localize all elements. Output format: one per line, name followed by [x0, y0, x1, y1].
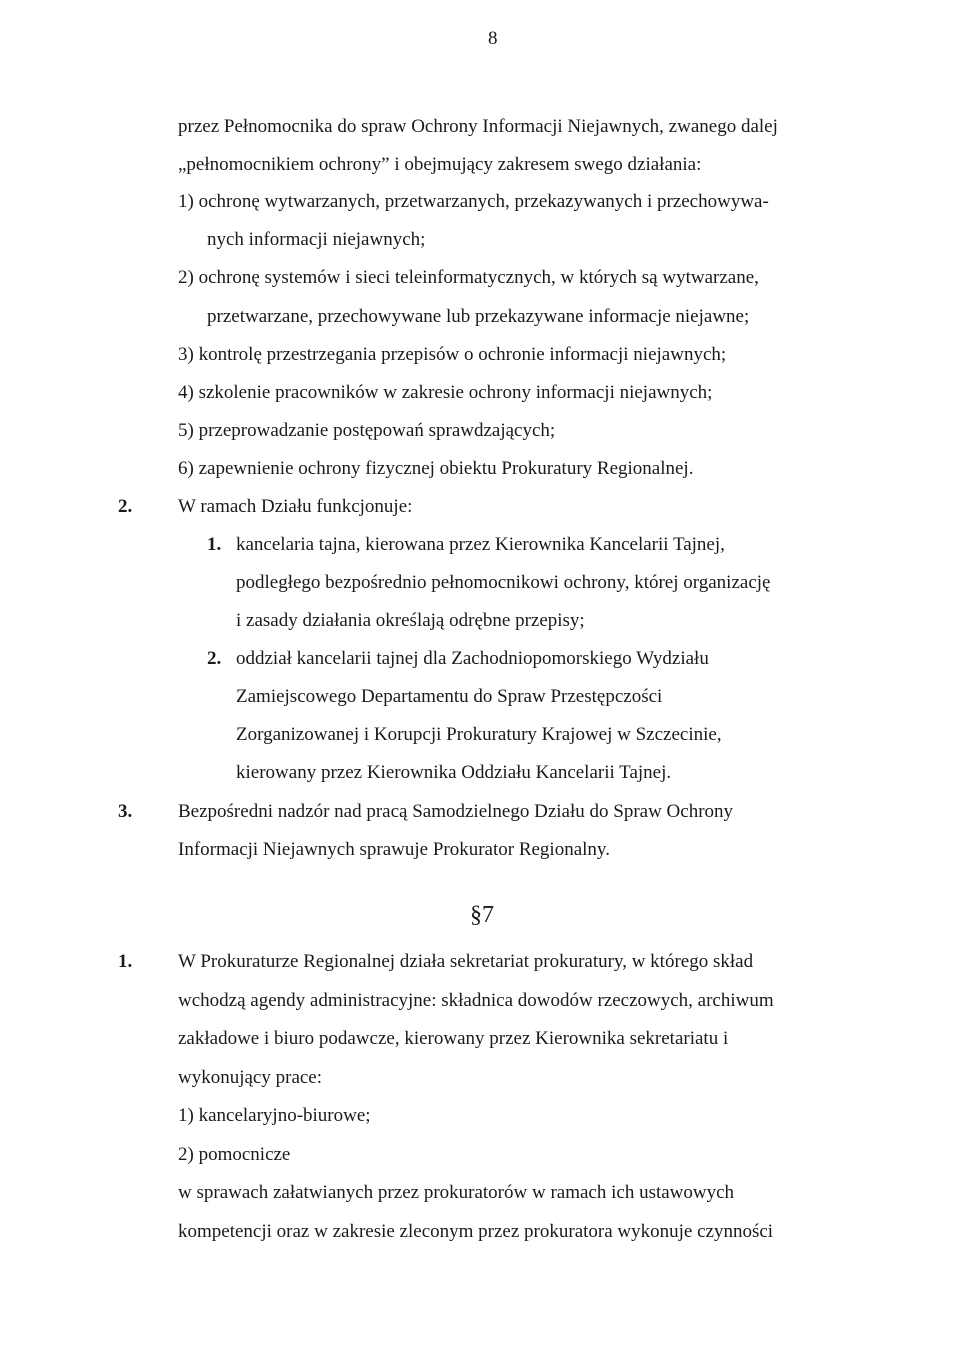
task-1-continued: nych informacji niejawnych;: [207, 229, 426, 250]
point-2-sub-1-line-2: podległego bezpośrednio pełnomocnikowi ochrony, której organizację: [236, 572, 771, 593]
task-4-number: 4): [178, 382, 194, 403]
point-2-sub-1-number: 1.: [207, 534, 222, 555]
s7-point-1-line-1: W Prokuraturze Regionalnej działa sekretariat prokuratury, w którego skład: [178, 951, 754, 972]
s7-item-1-text: kancelaryjno-biurowe;: [198, 1105, 371, 1126]
s7-item-2-text: pomocnicze: [198, 1144, 291, 1165]
point-3-number: 3.: [118, 801, 133, 822]
task-5-number: 5): [178, 420, 194, 441]
task-2-text: ochronę systemów i sieci teleinformatycznych, w których są wytwarzane,: [198, 267, 759, 288]
s7-item-1-number: 1): [178, 1105, 194, 1126]
task-4: [178, 381, 712, 405]
section-heading: §7: [470, 902, 494, 928]
point-2-text: W ramach Działu funkcjonuje:: [178, 496, 413, 517]
point-3-line-2: Informacji Niejawnych sprawuje Prokurator Regionalny.: [178, 839, 610, 860]
s7-point-1-line-5: w sprawach załatwianych przez prokuratorów w ramach ich ustawowych: [178, 1182, 735, 1203]
task-2-number: 2): [178, 267, 194, 288]
task-3-number: 3): [178, 344, 194, 365]
s7-item-2-number: 2): [178, 1144, 194, 1165]
point-3-line-1: Bezpośredni nadzór nad pracą Samodzielnego Działu do Spraw Ochrony: [178, 801, 734, 822]
point-2-sub-2-line-4: kierowany przez Kierownika Oddziału Kancelarii Tajnej.: [236, 762, 672, 783]
task-5-text: przeprowadzanie postępowań sprawdzających;: [198, 420, 556, 441]
s7-item-2: [178, 1143, 290, 1167]
point-2-sub-2-line-1: oddział kancelarii tajnej dla Zachodniopomorskiego Wydziału: [236, 648, 709, 669]
s7-point-1-line-3: zakładowe i biuro podawcze, kierowany przez Kierownika sekretariatu i: [178, 1028, 729, 1049]
task-2-continued: przetwarzane, przechowywane lub przekazywane informacje niejawne;: [207, 306, 750, 327]
point-2-sub-2-line-2: Zamiejscowego Departamentu do Spraw Przestępczości: [236, 686, 663, 707]
task-1-number: 1): [178, 191, 194, 212]
s7-item-1: [178, 1104, 371, 1128]
task-3: [178, 343, 726, 367]
task-4-text: szkolenie pracowników w zakresie ochrony informacji niejawnych;: [198, 382, 713, 403]
point-2-sub-1-line-1: [236, 533, 858, 557]
intro-line-1: przez Pełnomocnika do spraw Ochrony Informacji Niejawnych, zwanego dalej: [178, 116, 778, 137]
s7-point-1-line-2: wchodzą agendy administracyjne: składnica dowodów rzeczowych, archiwum: [178, 990, 774, 1011]
point-2-sub-1-line-3: i zasady działania określają odrębne przepisy;: [236, 610, 585, 631]
task-3-text: kontrolę przestrzegania przepisów o ochronie informacji niejawnych;: [198, 344, 727, 365]
s7-point-1-line-6: kompetencji oraz w zakresie zleconym przez prokuratora wykonuje czynności: [178, 1221, 774, 1242]
point-2-sub-2-line-3: Zorganizowanej i Korupcji Prokuratury Krajowej w Szczecinie,: [236, 724, 722, 745]
intro-line-2: „pełnomocnikiem ochrony” i obejmujący zakresem swego działania:: [178, 154, 702, 175]
task-6: [178, 457, 693, 481]
point-2-number: 2.: [118, 496, 133, 517]
task-1: [178, 190, 769, 214]
task-1-text: ochronę wytwarzanych, przetwarzanych, przekazywanych i przechowywa-: [198, 191, 769, 212]
point-2-sub-1-text: kancelaria tajna, kierowana przez Kierownika Kancelarii Tajnej,: [236, 534, 725, 555]
point-2-sub-2-number: 2.: [207, 648, 222, 669]
s7-point-1-line-4: wykonujący prace:: [178, 1067, 323, 1088]
task-2: [178, 266, 759, 290]
s7-point-1-number: 1.: [118, 951, 133, 972]
page-number: 8: [488, 28, 498, 49]
task-5: [178, 419, 555, 443]
task-6-text: zapewnienie ochrony fizycznej obiektu Prokuratury Regionalnej.: [198, 458, 694, 479]
task-6-number: 6): [178, 458, 194, 479]
